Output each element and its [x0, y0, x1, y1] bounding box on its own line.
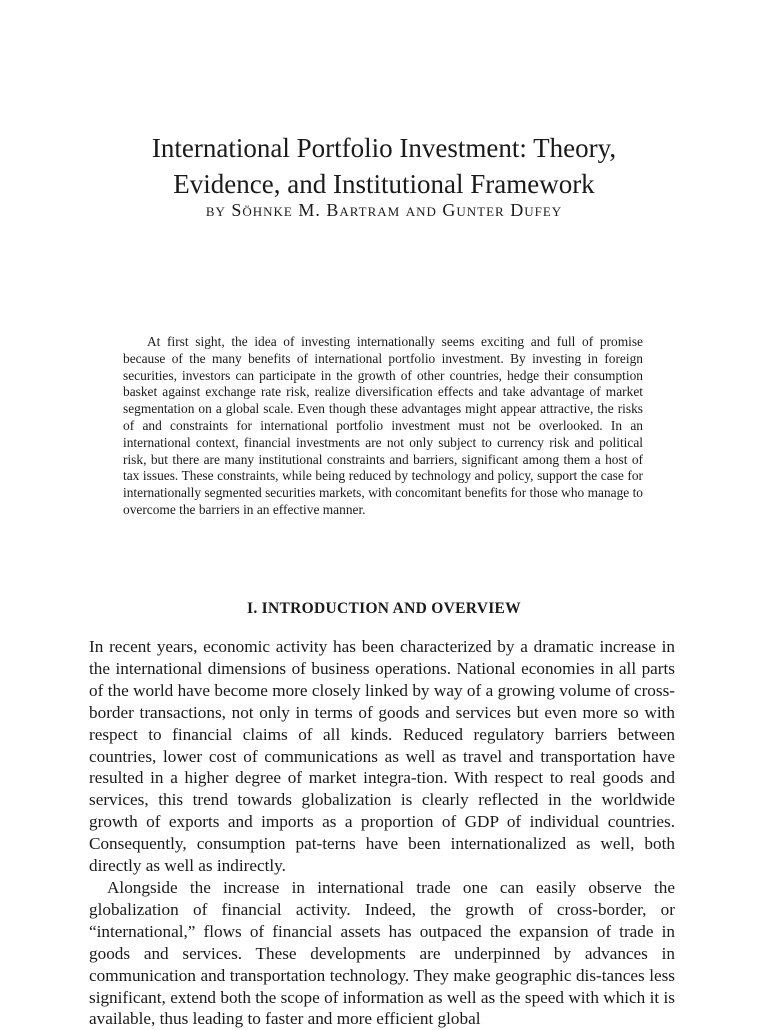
- body-paragraph: In recent years, economic activity has been characterized by a dramatic increase in the international dimensions of business operations. National economies in all parts of the world have become more closely linked by way of a growing volume of cross-border transactions, not only in terms of goods and services but even more so with respect to financial claims of all kinds. Reduced regulatory barriers between countries, lower cost of communications as well as travel and transportation have resulted in a higher degree of market integra-tion. With respect to real goods and services, this trend towards globalization is clearly reflected in the worldwide growth of exports and imports as a proportion of GDP of individual countries. Consequently, consumption pat-terns have been internationalized as well, both directly as well as indirectly.: [89, 637, 675, 876]
- author-byline: by Söhnke M. Bartram and Gunter Dufey: [205, 200, 563, 220]
- section-heading: I. INTRODUCTION AND OVERVIEW: [247, 600, 521, 617]
- title-line-1: International Portfolio Investment: Theory,: [151, 133, 617, 163]
- body-paragraph: Alongside the increase in international trade one can easily observe the globalization of financial activity. Indeed, the growth of cross-border, or “international,” flows of financial assets has outpaced the expansion of trade in goods and services. These developments are underpinned by advances in communication and transportation technology. They make geographic dis-tances less significant, extend both the scope of information as well as the speed with which it is available, thus leading to faster and more efficient global: [89, 877, 675, 1029]
- title-line-2: Evidence, and Institutional Framework: [173, 169, 595, 199]
- paper-title: [0, 130, 768, 202]
- abstract: At first sight, the idea of investing internationally seems exciting and full of promise because of the many benefits of international portfolio investment. By investing in foreign securities, investors can participate in the growth of other countries, hedge their consumption basket against exchange rate risk, realize diversification effects and take advantage of market segmentation on a global scale. Even though these advantages might appear attractive, the risks of and constraints for international portfolio investment must not be overlooked. In an international context, financial investments are not only subject to currency risk and political risk, but there are many institutional constraints and barriers, significant among them a host of tax issues. These constraints, while being reduced by technology and policy, support the case for internationally segmented securities markets, with concomitant benefits for those who manage to overcome the barriers in an effective manner.: [123, 334, 643, 517]
- body-text: [89, 636, 675, 1030]
